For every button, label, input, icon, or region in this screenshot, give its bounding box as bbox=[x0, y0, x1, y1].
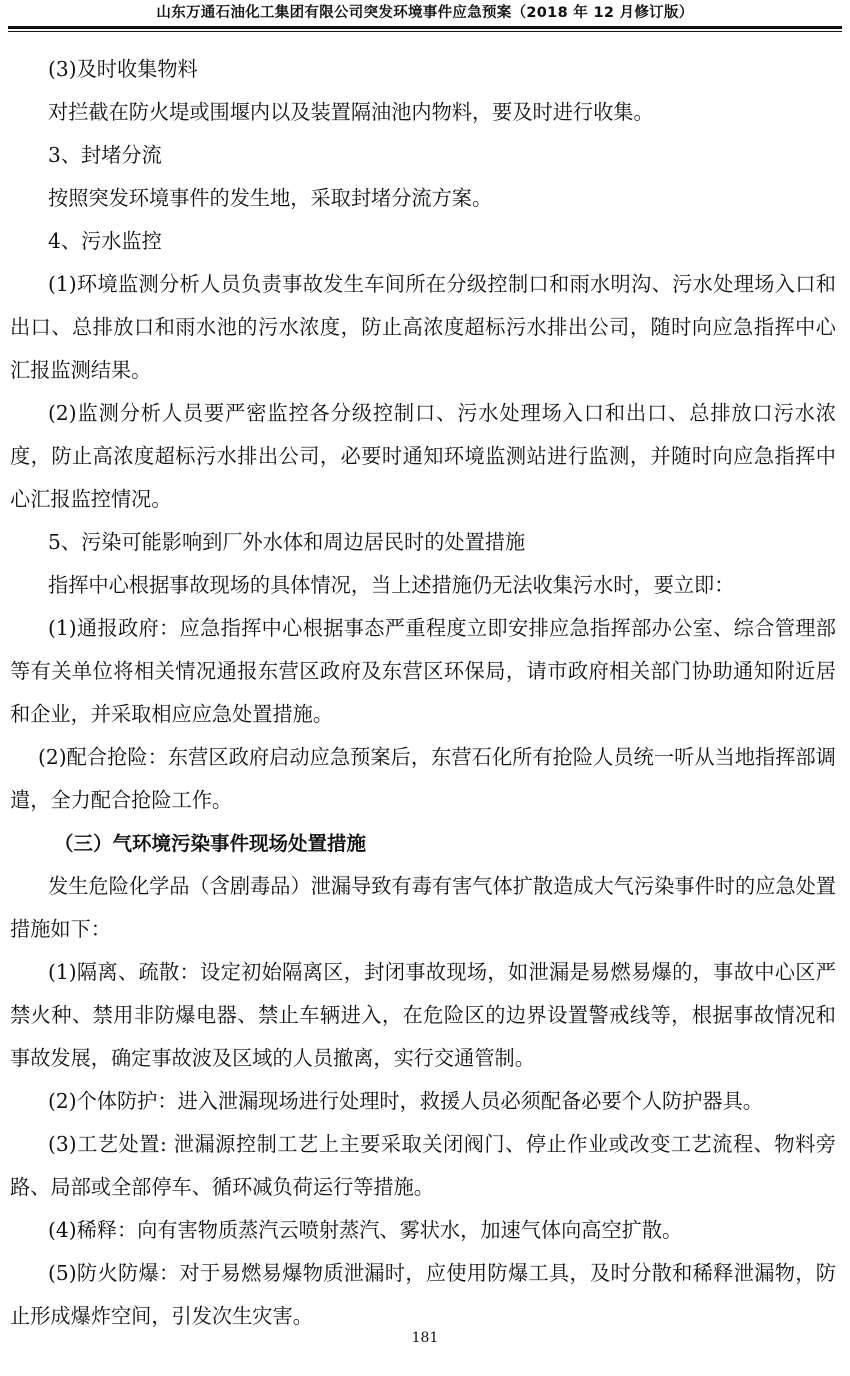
paragraph-process-handling: (3)工艺处置: 泄漏源控制工艺上主要采取关闭阀门、停止作业或改变工艺流程、物料旁路、局部或全部停车、循环减负荷运行等措施。 bbox=[10, 1132, 836, 1199]
page-number: 181 bbox=[411, 1330, 439, 1346]
paragraph-command-center: 指挥中心根据事故现场的具体情况，当上述措施仍无法收集污水时，要立即： bbox=[48, 573, 735, 597]
paragraph-isolation: (1)隔离、疏散：设定初始隔离区，封闭事故现场，如泄漏是易燃易爆的，事故中心区严禁火种、禁用非防爆电器、禁止车辆进入，在危险区的边界设置警戒线等，根据事故情况和事故发展，确定事故波及区域的人员撤离，实行交通管制。 bbox=[10, 960, 836, 1070]
paragraph-personal-protection: (2)个体防护：进入泄漏现场进行处理时，救援人员必须配备必要个人防护器具。 bbox=[48, 1089, 763, 1113]
header-rule-thick bbox=[8, 26, 842, 29]
item-collect-materials: (3)及时收集物料 bbox=[48, 57, 198, 81]
paragraph-air-intro: 发生危险化学品（含剧毒品）泄漏导致有毒有害气体扩散造成大气污染事件时的应急处置措施如下： bbox=[10, 874, 836, 941]
paragraph-cooperate-rescue: (2)配合抢险：东营区政府启动应急预案后，东营石化所有抢险人员统一听从当地指挥部调遣，全力配合抢险工作。 bbox=[10, 745, 836, 812]
paragraph-dilution: (4)稀释：向有害物质蒸汽云喷射蒸汽、雾状水，加速气体向高空扩散。 bbox=[48, 1218, 683, 1242]
paragraph-block-divert: 按照突发环境事件的发生地，采取封堵分流方案。 bbox=[48, 186, 493, 210]
section-sewage-monitoring: 4、污水监控 bbox=[48, 229, 162, 253]
paragraph-collect-materials: 对拦截在防火堤或围堰内以及装置隔油池内物料，要及时进行收集。 bbox=[48, 100, 654, 124]
section-offsite-impact: 5、污染可能影响到厂外水体和周边居民时的处置措施 bbox=[48, 530, 526, 554]
document-body bbox=[10, 48, 836, 1338]
page-header: 山东万通石油化工集团有限公司突发环境事件应急预案（2018 年 12 月修订版） bbox=[156, 5, 694, 21]
section-block-divert: 3、封堵分流 bbox=[48, 143, 162, 167]
header-rule-thin bbox=[8, 31, 842, 32]
paragraph-monitoring-2: (2)监测分析人员要严密监控各分级控制口、污水处理场入口和出口、总排放口污水浓度，防止高浓度超标污水排出公司，必要时通知环境监测站进行监测，并随时向应急指挥中心汇报监控情况。 bbox=[10, 401, 836, 511]
section-heading-air-pollution: （三）气环境污染事件现场处置措施 bbox=[54, 832, 367, 855]
paragraph-notify-government: (1)通报政府：应急指挥中心根据事态严重程度立即安排应急指挥部办公室、综合管理部等有关单位将相关情况通报东营区政府及东营区环保局，请市政府相关部门协助通知附近居和企业，并采取相应应急处置措施。 bbox=[10, 616, 836, 726]
paragraph-fire-explosion: (5)防火防爆：对于易燃易爆物质泄漏时，应使用防爆工具，及时分散和稀释泄漏物，防止形成爆炸空间，引发次生灾害。 bbox=[10, 1261, 836, 1328]
paragraph-monitoring-1: (1)环境监测分析人员负责事故发生车间所在分级控制口和雨水明沟、污水处理场入口和出口、总排放口和雨水池的污水浓度，防止高浓度超标污水排出公司，随时向应急指挥中心汇报监测结果。 bbox=[10, 272, 836, 382]
